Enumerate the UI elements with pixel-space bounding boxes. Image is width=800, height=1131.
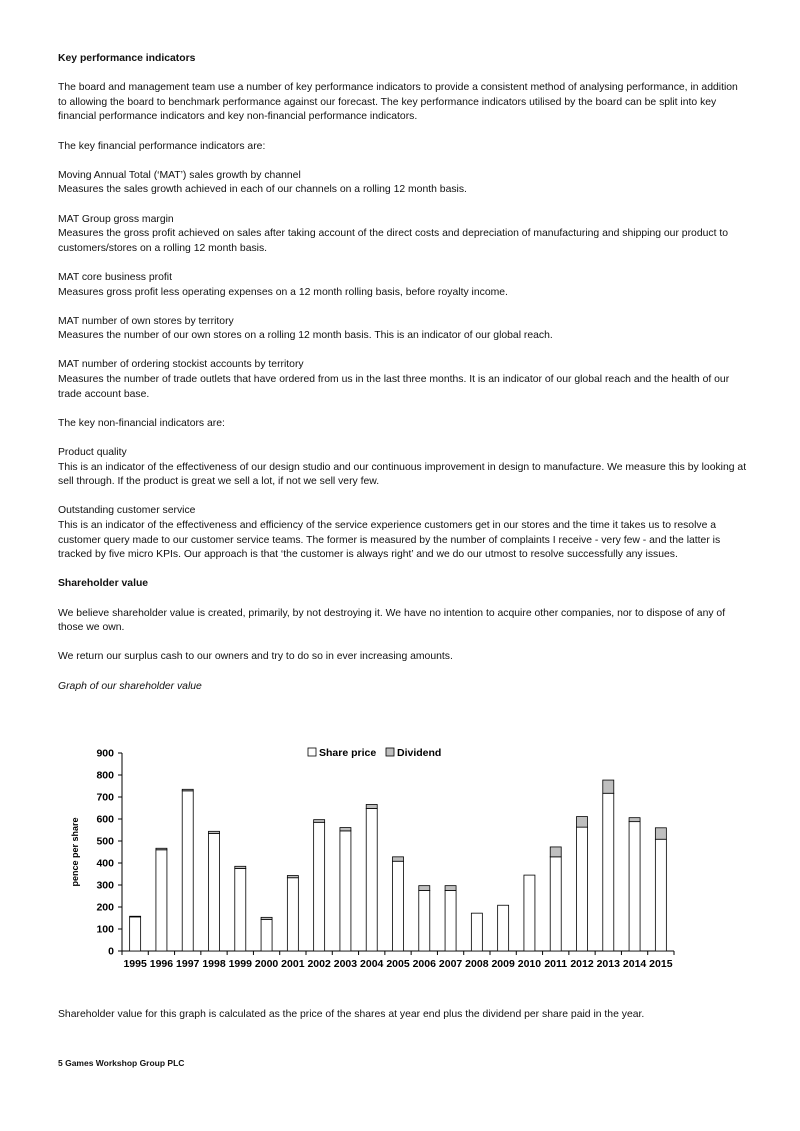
x-tick-label: 2007	[438, 958, 463, 970]
x-tick-label: 2002	[307, 958, 331, 970]
kpi-title: Product quality	[58, 447, 127, 459]
bar-share-price	[471, 913, 482, 951]
x-tick-label: 2003	[333, 958, 358, 970]
kpi-desc: Measures the number of trade outlets that have ordered from us in the last three months. It is an indicator of our global reach and the health of our trade account base.	[58, 374, 730, 400]
bar-dividend	[655, 828, 666, 839]
bar-dividend	[261, 917, 272, 919]
bar-dividend	[577, 817, 588, 828]
bar-dividend	[182, 789, 193, 791]
y-tick-label: 500	[96, 835, 114, 848]
x-tick-label: 1999	[228, 958, 252, 970]
shareholder-heading: Shareholder value	[58, 578, 149, 590]
bar-dividend	[550, 847, 561, 857]
x-tick-label: 2015	[649, 958, 673, 970]
y-tick-label: 900	[96, 747, 114, 760]
bar-dividend	[445, 886, 456, 891]
bar-share-price	[577, 827, 588, 951]
bar-dividend	[287, 876, 298, 878]
kpi-title: MAT Group gross margin	[58, 213, 174, 225]
financial-lead: The key financial performance indicators are:	[58, 140, 266, 152]
x-tick-label: 2011	[544, 958, 568, 970]
y-axis-label: pence per share	[70, 817, 80, 887]
report-page	[58, 52, 748, 694]
bar-share-price	[261, 920, 272, 951]
x-tick-label: 2004	[360, 958, 384, 970]
bar-share-price	[603, 793, 614, 951]
y-tick-label: 200	[96, 901, 114, 914]
nonfinancial-lead: The key non-financial indicators are:	[58, 417, 225, 429]
y-tick-label: 700	[96, 791, 114, 804]
shareholder-p2: We return our surplus cash to our owners and try to do so in ever increasing amounts.	[58, 651, 453, 663]
x-tick-label: 1998	[202, 958, 226, 970]
x-tick-label: 2008	[465, 958, 489, 970]
y-tick-label: 800	[96, 769, 114, 782]
x-tick-label: 2014	[622, 958, 647, 970]
x-tick-label: 2005	[386, 958, 410, 970]
x-tick-label: 2010	[517, 958, 542, 970]
shareholder-p1: We believe shareholder value is created, primarily, by not destroying it. We have no intention to acquire other companies, nor to dispose of any of those we own.	[58, 607, 726, 634]
bar-dividend	[235, 866, 246, 868]
kpi-desc: This is an indicator of the effectiveness and efficiency of the service experience customers get in our stores and the time it takes us to resolve a customer query made to our customer service teams. The former is measured by the number of complaints I receive - very few - and the latter is tracked by five micro KPIs. Our approach is that ‘the customer is always right’ and we do our utmost to resolve successfully any issues.	[58, 520, 721, 561]
bar-dividend	[419, 886, 430, 891]
bar-share-price	[419, 891, 430, 952]
kpi-intro: The board and management team use a number of key performance indicators to provide a consistent method of analysing performance, in addition to allowing the board to benchmark performance against our forecast. The key performance indicators utilised by the board can be split into key financial performance indicators and key non-financial performance indicators.	[58, 82, 738, 123]
bar-dividend	[340, 828, 351, 831]
bar-dividend	[209, 831, 220, 833]
footer-note: Shareholder value for this graph is calculated as the price of the shares at year end plus the dividend per share paid in the year.	[58, 1009, 645, 1020]
x-tick-label: 1995	[123, 958, 147, 970]
kpi-title: MAT number of ordering stockist accounts by territory	[58, 359, 304, 371]
y-tick-label: 600	[96, 813, 114, 826]
kpi-desc: Measures the sales growth achieved in each of our channels on a rolling 12 month basis.	[58, 184, 467, 196]
kpi-title: MAT core business profit	[58, 271, 172, 283]
kpi-title: Outstanding customer service	[58, 505, 196, 517]
x-tick-label: 2012	[570, 958, 594, 970]
bar-share-price	[393, 861, 404, 951]
bar-dividend	[603, 780, 614, 793]
y-tick-label: 400	[96, 857, 114, 870]
kpi-heading: Key performance indicators	[58, 53, 196, 64]
bar-dividend	[314, 820, 325, 823]
legend-label: Dividend	[397, 747, 442, 759]
bar-dividend	[130, 916, 141, 917]
shareholder-value-chart	[58, 738, 748, 983]
bar-share-price	[287, 878, 298, 951]
x-tick-label: 2009	[491, 958, 515, 970]
x-tick-label: 2000	[254, 958, 279, 970]
graph-caption: Graph of our shareholder value	[58, 680, 202, 692]
kpi-title: MAT number of own stores by territory	[58, 315, 234, 327]
x-tick-label: 2001	[281, 958, 305, 970]
bar-share-price	[550, 857, 561, 951]
bar-share-price	[235, 869, 246, 952]
bar-share-price	[524, 875, 535, 951]
bar-dividend	[393, 857, 404, 861]
bar-dividend	[366, 804, 377, 808]
kpi-desc: This is an indicator of the effectiveness of our design studio and our continuous improvement in design to manufacture. We measure this by looking at sell through. If the product is great we sell a lot, if not we sell very few.	[58, 461, 747, 488]
kpi-desc: Measures gross profit less operating expenses on a 12 month rolling basis, before royalty income.	[58, 286, 508, 298]
bar-share-price	[182, 791, 193, 951]
bar-share-price	[209, 834, 220, 951]
bar-share-price	[629, 822, 640, 951]
bar-dividend	[156, 848, 167, 850]
legend-swatch	[386, 748, 394, 756]
x-tick-label: 2013	[596, 958, 620, 970]
kpi-desc: Measures the number of our own stores on a rolling 12 month basis. This is an indicator of our global reach.	[58, 330, 553, 342]
bar-share-price	[498, 905, 509, 951]
kpi-desc: Measures the gross profit achieved on sales after taking account of the direct costs and depreciation of manufacturing and shipping our product to customers/stores on a rolling 12 month basis.	[58, 228, 729, 254]
legend-label: Share price	[319, 747, 377, 759]
x-tick-label: 1997	[176, 958, 200, 970]
legend-swatch	[308, 748, 316, 756]
bar-share-price	[445, 891, 456, 952]
bar-share-price	[156, 850, 167, 951]
bar-share-price	[130, 917, 141, 951]
y-tick-label: 100	[96, 923, 114, 936]
y-tick-label: 300	[96, 879, 114, 892]
bar-share-price	[655, 839, 666, 951]
x-tick-label: 1996	[149, 958, 174, 970]
bar-share-price	[314, 822, 325, 951]
bar-share-price	[340, 831, 351, 951]
y-tick-label: 0	[108, 945, 114, 958]
bar-dividend	[629, 818, 640, 822]
bar-share-price	[366, 808, 377, 951]
x-tick-label: 2006	[412, 958, 436, 970]
page-footer: 5 Games Workshop Group PLC	[58, 1058, 185, 1068]
kpi-title: Moving Annual Total (‘MAT’) sales growth by channel	[58, 169, 301, 181]
